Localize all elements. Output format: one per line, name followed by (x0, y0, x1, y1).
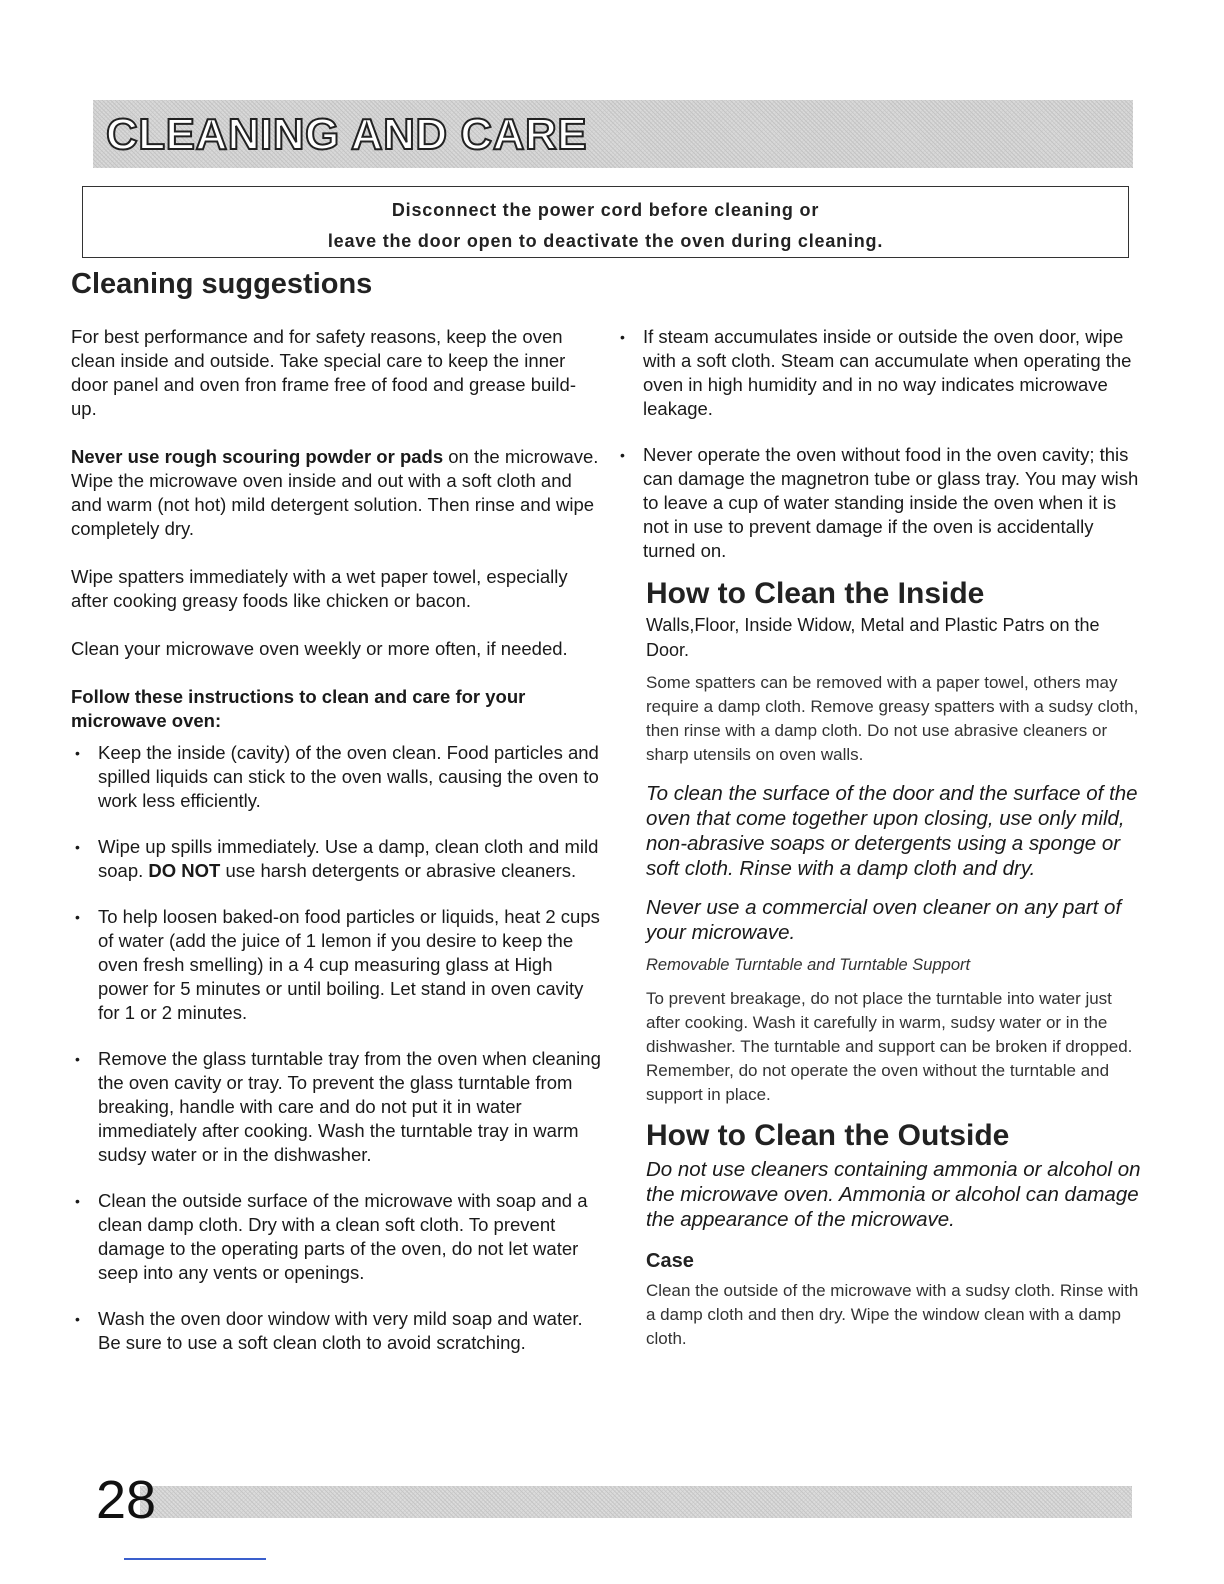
page-title: CLEANING AND CARE (106, 110, 588, 159)
outside-italic-paragraph: Do not use cleaners containing ammonia or alcohol on the microwave oven. Ammonia or alcohol can damage the appearance of the microwave. (646, 1158, 1141, 1231)
left-column (71, 325, 601, 1377)
list-item (616, 443, 1146, 563)
list-item (71, 741, 601, 813)
follow-heading: Follow these instructions to clean and care for your microwave oven: (71, 686, 526, 731)
right-column (616, 325, 1146, 1351)
list-item (71, 1189, 601, 1285)
inside-paragraph: Some spatters can be removed with a paper towel, others may require a damp cloth. Remove greasy spatters with a sudsy cloth, then rinse with a damp cloth. Do not use abrasive cleaners or sharp utensils on oven walls. (646, 673, 1139, 764)
list-item-text: Clean the outside surface of the microwave with soap and a clean damp cloth. Dry with a clean soft cloth. To prevent damage to the operating parts of the oven, do not let water seep into any vents or openings. (98, 1190, 588, 1283)
case-paragraph: Clean the outside of the microwave with a sudsy cloth. Rinse with a damp cloth and then dry. Wipe the window clean with a damp cloth. (646, 1281, 1139, 1348)
bullet-icon: • (75, 745, 80, 761)
list-item (71, 1047, 601, 1167)
warning-line-1: Disconnect the power cord before cleaning or (391, 200, 820, 220)
list-item-text: Wash the oven door window with very mild soap and water. Be sure to use a soft clean cloth to avoid scratching. (98, 1308, 583, 1353)
bullet-icon: • (620, 329, 625, 345)
inside-section (616, 577, 1146, 1351)
bullet-icon: • (75, 1311, 80, 1327)
list-item-text: To help loosen baked-on food particles or liquids, heat 2 cups of water (add the juice of 1 lemon if you desire to keep the oven fresh smelling) in a 4 cup measuring glass at High power for 5 minutes or until boiling. Let stand in oven cavity for 1 or 2 minutes. (98, 906, 600, 1023)
never-paragraph (71, 445, 601, 541)
outside-heading: How to Clean the Outside (646, 1119, 1010, 1152)
inside-italic-paragraph-1: To clean the surface of the door and the surface of the oven that come together upon closing, use only mild, non-abrasive soaps or detergents using a sponge or soft cloth. Rinse with a damp cloth and dry. (646, 782, 1138, 880)
footer-bar (140, 1486, 1132, 1518)
list-item-text: Wipe up spills immediately. Use a damp, clean cloth and mild soap. (98, 836, 599, 881)
list-item (71, 905, 601, 1025)
list-item-text: Remove the glass turntable tray from the oven when cleaning the oven cavity or tray. To prevent the glass turntable from breaking, handle with care and do not put it in water immediately after cooking. Wash the turntable tray in warm sudsy water or in the dishwasher. (98, 1048, 601, 1165)
case-heading: Case (646, 1250, 694, 1272)
bullet-icon: • (75, 1193, 80, 1209)
bullet-icon: • (620, 447, 625, 463)
right-bullet-list (616, 325, 1146, 563)
list-item-text: use harsh detergents or abrasive cleaners. (220, 860, 577, 881)
warning-line-2: leave the door open to deactivate the oven during cleaning. (327, 231, 884, 251)
removable-paragraph: To prevent breakage, do not place the turntable into water just after cooking. Wash it carefully in warm, sudsy water or in the dishwasher. The turntable and support can be broken if dropped. Remember, do not operate the oven without the turntable and support in place. (646, 989, 1133, 1104)
footer-divider (124, 1558, 266, 1560)
left-bullet-list (71, 741, 601, 1355)
inside-heading: How to Clean the Inside (646, 577, 985, 610)
removable-heading: Removable Turntable and Turntable Support (646, 956, 971, 974)
warning-box (82, 186, 1129, 258)
list-item (71, 835, 601, 883)
do-not-bold-text: DO NOT (148, 860, 221, 881)
list-item-text: Never operate the oven without food in the oven cavity; this can damage the magnetron tube or glass tray. You may wish to leave a cup of water standing inside the oven when it is not in use to prevent damage if the oven is accidentally turned on. (643, 444, 1139, 561)
list-item-text: If steam accumulates inside or outside the oven door, wipe with a soft cloth. Steam can accumulate when operating the oven in high humidity and in no way indicates microwave leakage. (643, 326, 1132, 419)
spatters-paragraph: Wipe spatters immediately with a wet paper towel, especially after cooking greasy foods like chicken or bacon. (71, 566, 568, 611)
page-number: 28 (96, 1470, 157, 1530)
inside-italic-paragraph-2: Never use a commercial oven cleaner on any part of your microwave. (646, 896, 1122, 944)
bullet-icon: • (75, 1051, 80, 1067)
bullet-icon: • (75, 909, 80, 925)
never-bold-text: Never use rough scouring powder or pads (71, 446, 444, 467)
never-rest-text: on the microwave. Wipe the microwave oven inside and out with a soft cloth and and warm (not hot) mild detergent solution. Then rinse and wipe completely dry. (71, 446, 599, 539)
list-item-text: Keep the inside (cavity) of the oven clean. Food particles and spilled liquids can stick to the oven walls, causing the oven to work less efficiently. (98, 742, 599, 811)
weekly-paragraph: Clean your microwave oven weekly or more often, if needed. (71, 638, 568, 659)
list-item (71, 1307, 601, 1355)
inside-subtitle: Walls,Floor, Inside Widow, Metal and Plastic Patrs on the Door. (646, 615, 1100, 660)
list-item (616, 325, 1146, 421)
bullet-icon: • (75, 839, 80, 855)
section-title: Cleaning suggestions (71, 268, 373, 300)
intro-paragraph: For best performance and for safety reasons, keep the oven clean inside and outside. Take special care to keep the inner door panel and oven fron frame free of food and grease build-up. (71, 326, 576, 419)
